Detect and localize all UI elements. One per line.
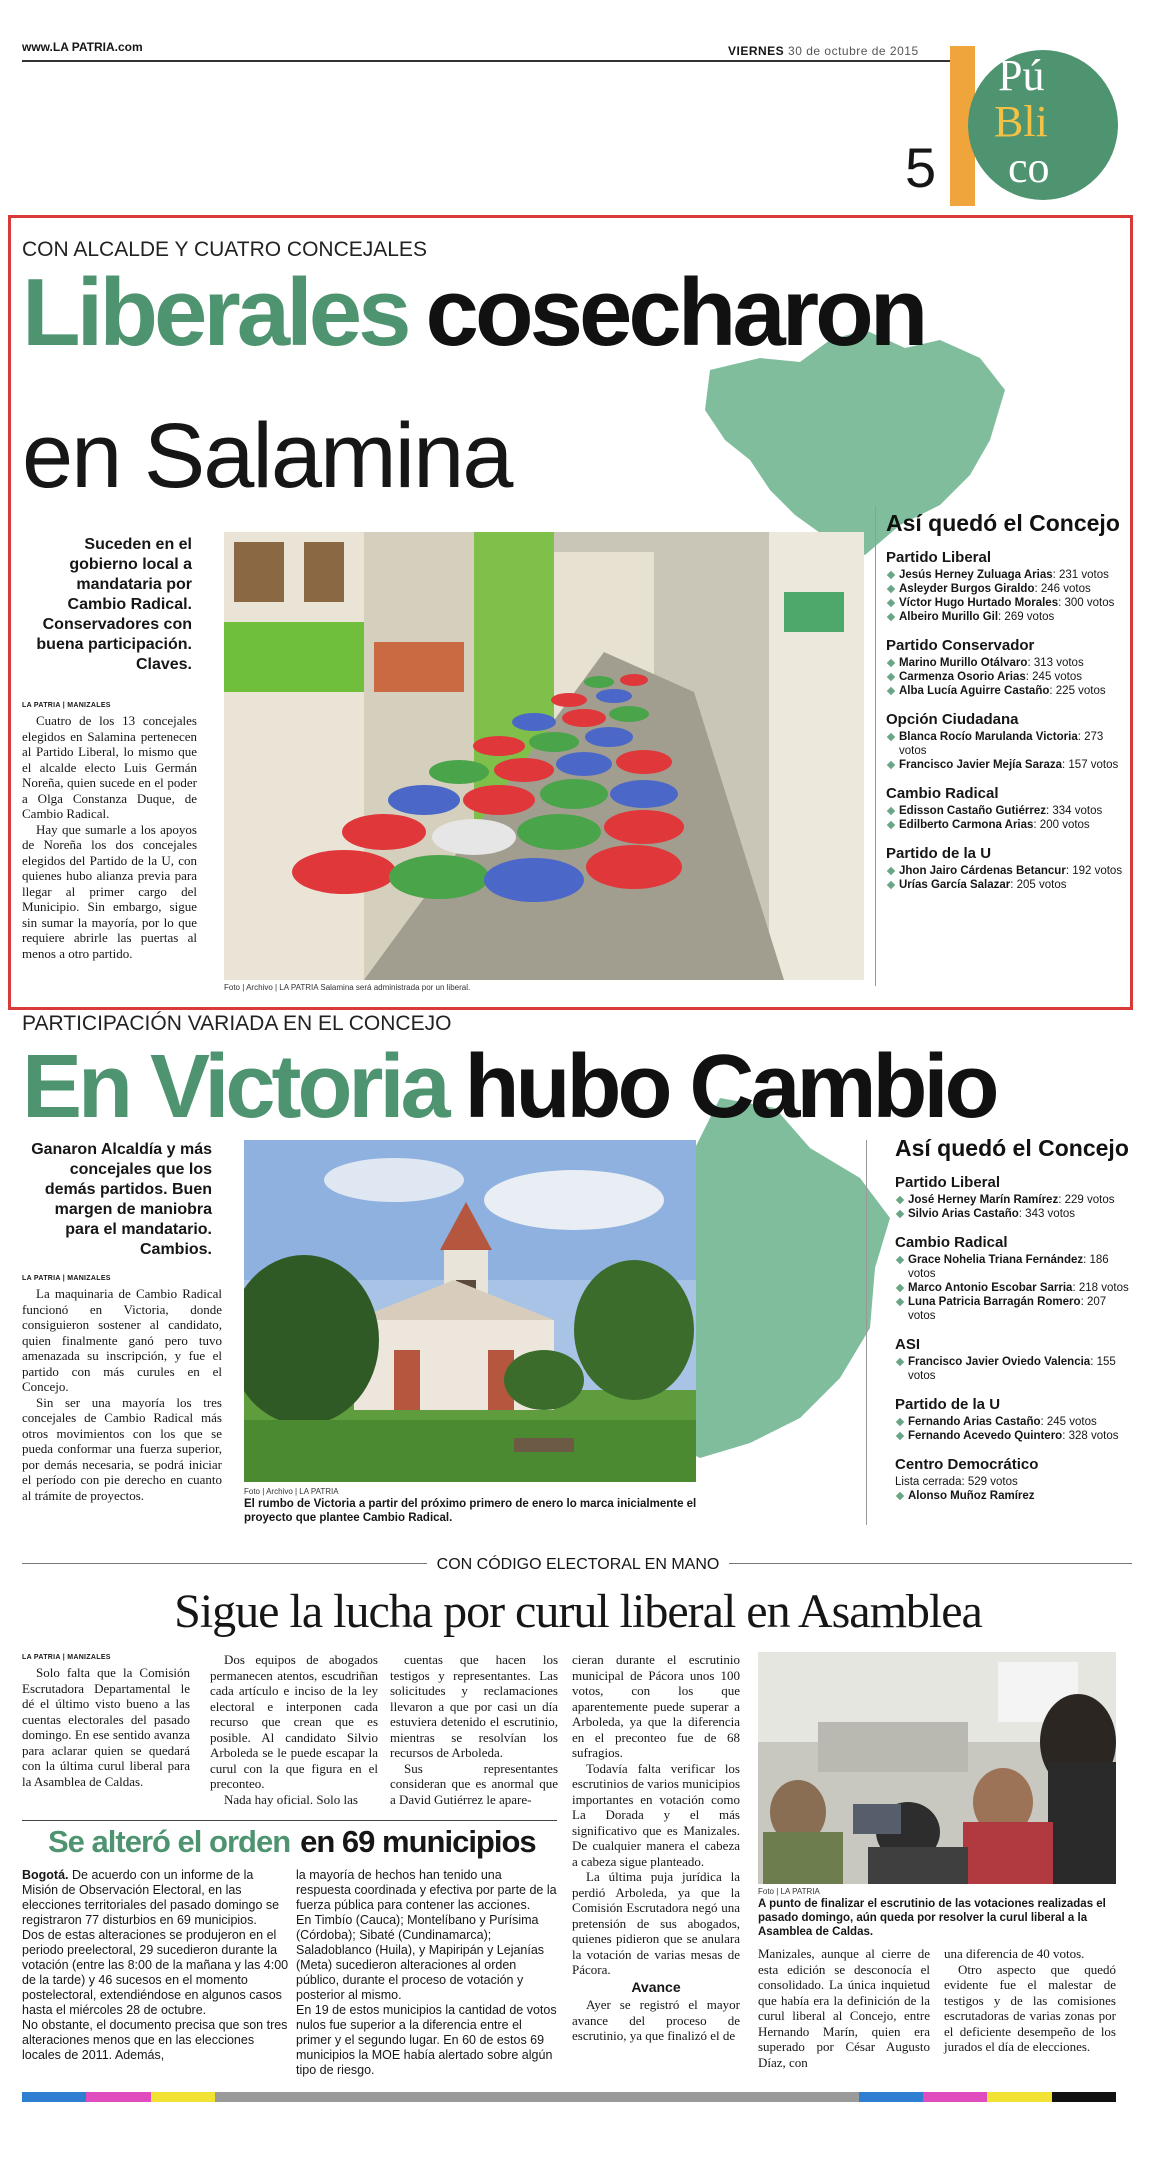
story1-concejo-title: Así quedó el Concejo bbox=[886, 510, 1120, 536]
box-paragraph: No obstante, el documento precisa que son tres alteraciones menos que en las elecciones locales de 2011. Además, bbox=[22, 2018, 288, 2062]
candidate-votes: : 231 votos bbox=[1052, 569, 1109, 581]
story3-paragraph: Manizales, aunque al cierre de esta edición se desconocía el consolidado. La única inquietud que había era la definición de la curul liberal al Concejo, entre Hernando Marín, quien era superado por César Augusto Díaz, con bbox=[758, 1946, 930, 2070]
candidate-entry bbox=[886, 864, 1126, 878]
party-name: Opción Ciudadana bbox=[886, 711, 1019, 728]
candidate-name: Silvio Arias Castaño bbox=[908, 1208, 1019, 1220]
box-headline bbox=[48, 1824, 536, 1860]
story2-dateline: LA PATRIA | MANIZALES bbox=[22, 1275, 111, 1282]
candidate-name: Alba Lucía Aguirre Castaño bbox=[899, 685, 1050, 697]
story2-photo-caption: El rumbo de Victoria a partir del próximo primero de enero lo marca inicialmente el proyecto que plantee Cambio Radical. bbox=[244, 1498, 697, 1524]
story3-col2 bbox=[210, 1652, 378, 1807]
candidate-votes: : 155 votos bbox=[908, 1356, 1116, 1382]
box-headline-green: Se alteró el orden bbox=[48, 1824, 291, 1859]
candidate-entry bbox=[886, 758, 1126, 772]
candidate-votes: : 328 votos bbox=[1062, 1430, 1119, 1442]
section-letters-3: co bbox=[1008, 143, 1050, 192]
story3-paragraph: Nada hay oficial. Solo las bbox=[224, 1791, 358, 1807]
candidate-name: Albeiro Murillo Gil bbox=[899, 611, 999, 623]
box-paragraph: En 19 de estos municipios la cantidad de votos nulos fue superior a la diferencia entre el primer y el segundo lugar. En 60 de estos 69 municipios la MOE había alertado sobre algún tipo de riesgo. bbox=[296, 2003, 557, 2077]
candidate-entry bbox=[886, 878, 1126, 892]
candidate-votes: : 245 votos bbox=[1040, 1416, 1097, 1428]
header-rule bbox=[22, 60, 952, 62]
candidate-entry bbox=[895, 1193, 1135, 1207]
story3-paragraph: Otro aspecto que quedó evidente fue el malestar de testigos y de las comisiones escrutadoras de varias zonas por el deficiente desempeño de los jurados el día de elecciones. bbox=[944, 1961, 1116, 2054]
story2-paragraph: La maquinaria de Cambio Radical funcionó en Victoria, donde consiguieron sostener al candidato, quien finalmente ganó pero tuvo amenazada su inscripción, y fue el partido con más curules en el Concejo. bbox=[22, 1286, 222, 1394]
story3-paragraph: Sus representantes consideran que es anormal que a David Gutiérrez le apare- bbox=[390, 1760, 558, 1807]
story1-photo-caption bbox=[224, 983, 470, 992]
story1-dateline: LA PATRIA | MANIZALES bbox=[22, 702, 111, 709]
story2-body bbox=[22, 1275, 222, 1503]
story3-paragraph: cieran durante el escrutinio municipal de Pácora unos 100 votos, con los que aparentemente puede superar a Arboleda, ya que la diferencia en el preconteo fue de 68 sufragios. bbox=[572, 1652, 740, 1760]
candidate-name: Edilberto Carmona Arias bbox=[899, 819, 1034, 831]
story3-col6 bbox=[944, 1946, 1116, 2055]
story3-col3 bbox=[390, 1652, 558, 1807]
candidate-entry bbox=[886, 656, 1126, 670]
candidate-entry bbox=[895, 1489, 1135, 1503]
candidate-name: Luna Patricia Barragán Romero bbox=[908, 1296, 1081, 1308]
story1-kicker: CON ALCALDE Y CUATRO CONCEJALES bbox=[22, 238, 427, 261]
candidate-votes: : 205 votos bbox=[1010, 879, 1067, 891]
section-letters-2: Bli bbox=[994, 97, 1048, 146]
candidate-votes: : 246 votos bbox=[1034, 583, 1091, 595]
story1-photo-caption-text: Salamina será administrada por un liberal. bbox=[320, 983, 471, 992]
candidate-entry bbox=[895, 1415, 1135, 1429]
story2-kicker: PARTICIPACIÓN VARIADA EN EL CONCEJO bbox=[22, 1012, 452, 1035]
candidate-entry bbox=[886, 818, 1126, 832]
box-paragraph: En Timbío (Cauca); Montelíbano y Purísima (Córdoba); Sibaté (Cundinamarca); Saladoblanco (Huila), y Mapiripán y Lejanías (Meta) sucedieron alteraciones al orden público, durante el proceso de votación y posterior al mismo. bbox=[296, 1913, 545, 2002]
story2-headline bbox=[22, 1037, 996, 1137]
story1-photo-credit: Foto | Archivo | LA PATRIA bbox=[224, 983, 319, 992]
candidate-name: José Herney Marín Ramírez bbox=[908, 1194, 1059, 1206]
candidate-name: Francisco Javier Oviedo Valencia bbox=[908, 1356, 1091, 1368]
box-paragraph: Dos de estas alteraciones se produjeron en el periodo preelectoral, 29 sucedieron durante la votación (entre las 8:00 de la mañana y las 4:00 de la tarde) y 46 sucesos en el momento postelectoral, extendiéndose en algunos casos hasta el miércoles 28 de octubre. bbox=[22, 1928, 289, 2017]
candidate-votes: : 245 votos bbox=[1025, 671, 1083, 683]
candidate-name: Carmenza Osorio Arias bbox=[899, 671, 1026, 683]
box-paragraph: la mayoría de hechos han tenido una respuesta coordinada y efectiva por parte de la fuerza pública para contener las acciones. bbox=[296, 1868, 557, 1912]
candidate-entry bbox=[886, 670, 1126, 684]
candidate-name: Alonso Muñoz Ramírez bbox=[908, 1490, 1035, 1502]
story1-body bbox=[22, 702, 197, 961]
party-name: Partido Liberal bbox=[886, 549, 992, 566]
story1-headline-line2: en Salamina bbox=[22, 405, 512, 507]
story1-paragraph: Cuatro de los 13 concejales elegidos en Salamina pertenecen al Partido Liberal, lo mismo que el alcalde electo Luis Germán Noreña, quien sucede en el poder a Olga Constanza Duque, de Cambio Radical. bbox=[22, 713, 197, 821]
candidate-votes: : 273 votos bbox=[899, 731, 1104, 757]
candidate-votes: : 313 votos bbox=[1027, 657, 1084, 669]
story2-sidebar-rule bbox=[866, 1140, 867, 1525]
story3-photo-caption: A punto de finalizar el escrutinio de las votaciones realizadas el pasado domingo, aún queda por resolver la curul liberal a la Asamblea de Caldas. bbox=[758, 1898, 1106, 1938]
candidate-entry bbox=[886, 610, 1126, 624]
candidate-name: Jesús Herney Zuluaga Arias bbox=[899, 569, 1053, 581]
candidate-name: Marino Murillo Otálvaro bbox=[899, 657, 1028, 669]
box-col1 bbox=[22, 1868, 292, 2063]
candidate-votes: : 157 votos bbox=[1062, 759, 1119, 771]
candidate-name: Francisco Javier Mejía Saraza bbox=[899, 759, 1063, 771]
party-name: Partido Conservador bbox=[886, 637, 1035, 654]
party-list-votes: Lista cerrada: 529 votos bbox=[895, 1476, 1018, 1488]
party-name: Cambio Radical bbox=[895, 1234, 1008, 1251]
date-rest: 30 de octubre de 2015 bbox=[788, 44, 919, 58]
candidate-entry bbox=[895, 1295, 1135, 1323]
story3-kicker: CON CÓDIGO ELECTORAL EN MANO bbox=[427, 1556, 730, 1573]
candidate-entry bbox=[886, 684, 1126, 698]
party-name: Partido de la U bbox=[886, 845, 992, 862]
site-url: www.LA PATRIA.com bbox=[22, 40, 143, 54]
candidate-name: Jhon Jairo Cárdenas Betancur bbox=[899, 865, 1066, 877]
party-name: ASI bbox=[895, 1336, 921, 1353]
candidate-name: Grace Nohelia Triana Fernández bbox=[908, 1254, 1084, 1266]
story3-paragraph: Todavía falta verificar los escrutinios de varios municipios importantes en votación como La Dorada y el más significativo que es Manizales. De cualquier manera el cabeza a cabeza sigue planteado. bbox=[572, 1760, 740, 1869]
story2-concejo-title: Así quedó el Concejo bbox=[895, 1135, 1129, 1161]
candidate-name: Asleyder Burgos Giraldo bbox=[899, 583, 1035, 595]
party-name: Cambio Radical bbox=[886, 785, 999, 802]
candidate-votes: : 186 votos bbox=[908, 1254, 1109, 1280]
story3-paragraph: Ayer se registró el mayor avance del proceso de escrutinio, ya que finalizó el de bbox=[572, 1997, 740, 2043]
party-name: Partido de la U bbox=[895, 1396, 1001, 1413]
candidate-entry bbox=[886, 730, 1126, 758]
story3-col4 bbox=[572, 1652, 740, 2044]
candidate-entry bbox=[886, 804, 1126, 818]
candidate-entry bbox=[895, 1429, 1135, 1443]
candidate-votes: : 334 votos bbox=[1045, 805, 1103, 817]
story2-deck: Ganaron Alcaldía y más concejales que los demás partidos. Buen margen de maniobra para el mandatario. Cambios. bbox=[31, 1141, 212, 1258]
story3-photo-credit: Foto | LA PATRIA bbox=[758, 1887, 820, 1896]
story1-headline-green: Liberales bbox=[22, 259, 408, 366]
story1-sidebar-rule bbox=[875, 506, 876, 986]
party-name: Centro Democrático bbox=[895, 1456, 1039, 1473]
candidate-votes: : 207 votos bbox=[908, 1296, 1107, 1322]
party-name: Partido Liberal bbox=[895, 1174, 1001, 1191]
story3-dateline: LA PATRIA | MANIZALES bbox=[22, 1654, 111, 1661]
candidate-votes: : 225 votos bbox=[1049, 685, 1106, 697]
story2-concejo bbox=[895, 1135, 1135, 1503]
story2-headline-green: En Victoria bbox=[22, 1037, 447, 1137]
story3-paragraph: Dos equipos de abogados permanecen atentos, escudriñan cada artículo e inciso de la ley electoral e interponen cada recurso que crean que es posible. Al candidato Silvio Arboleda se le puede escapar la curul con la que figura en el preconteo. bbox=[210, 1652, 378, 1791]
story1-deck: Suceden en el gobierno local a mandataria por Cambio Radical. Conservadores con buena participación. Claves. bbox=[36, 536, 192, 673]
candidate-name: Marco Antonio Escobar Sarria bbox=[908, 1282, 1073, 1294]
candidate-votes: : 200 votos bbox=[1033, 819, 1090, 831]
candidate-name: Fernando Acevedo Quintero bbox=[908, 1430, 1063, 1442]
candidate-entry bbox=[895, 1253, 1135, 1281]
candidate-votes: : 192 votos bbox=[1065, 865, 1123, 877]
candidate-votes: : 269 votos bbox=[998, 611, 1055, 623]
candidate-entry bbox=[895, 1355, 1135, 1383]
candidate-votes: : 218 votos bbox=[1072, 1282, 1129, 1294]
box-lead-place: Bogotá. bbox=[22, 1868, 69, 1882]
section-logo bbox=[968, 50, 1118, 200]
candidate-entry bbox=[895, 1207, 1135, 1221]
box-paragraph: De acuerdo con un informe de la Misión de Observación Electoral, en las elecciones territoriales del pasado domingo se registraron 77 disturbios en 69 municipios. bbox=[22, 1868, 280, 1927]
candidate-votes: : 343 votos bbox=[1018, 1208, 1076, 1220]
story2-photo-credit: Foto | Archivo | LA PATRIA bbox=[244, 1487, 339, 1496]
story3-subhead: Avance bbox=[631, 1978, 681, 1995]
story1-paragraph: Hay que sumarle a los apoyos de Noreña los dos concejales elegidos del Partido de la U, con quienes hubo alianza previa para llegar al primer cargo del Municipio. Sin embargo, sigue sin sumar la mayoría, por lo que requiere abrirle las puertas al menos a otro partido. bbox=[22, 821, 197, 961]
story3-paragraph: Solo falta que la Comisión Escrutadora Departamental le dé el último visto bueno a las cuentas electorales del pasado domingo. En ese sentido avanza para aclarar quien se quedará con la última curul liberal para la Asamblea de Caldas. bbox=[22, 1665, 190, 1789]
story3-kicker-wrap bbox=[0, 1556, 1156, 1574]
candidate-name: Fernando Arias Castaño bbox=[908, 1416, 1041, 1428]
scrutiny-photo bbox=[758, 1652, 1116, 1884]
victoria-church-photo bbox=[244, 1140, 696, 1482]
candidate-name: Víctor Hugo Hurtado Morales bbox=[899, 597, 1059, 609]
section-letters-1: Pú bbox=[998, 51, 1045, 100]
page-number: 5 bbox=[905, 136, 937, 199]
date-day: VIERNES bbox=[728, 44, 785, 58]
story3-col5 bbox=[758, 1946, 930, 2070]
salamina-street-photo bbox=[224, 532, 864, 980]
candidate-entry bbox=[886, 596, 1126, 610]
box-headline-black: en 69 municipios bbox=[300, 1824, 536, 1859]
candidate-entry bbox=[886, 582, 1126, 596]
story3-paragraph: cuentas que hacen los testigos y representantes. Las solicitudes y reclamaciones llevaron a que por casi un día estuviera detenido el escrutinio, mientras se resolvían los recursos de Arboleda. bbox=[390, 1652, 558, 1760]
story3-headline: Sigue la lucha por curul liberal en Asamblea bbox=[174, 1585, 982, 1638]
candidate-entry bbox=[895, 1281, 1135, 1295]
story2-paragraph: Sin ser una mayoría los tres concejales de Cambio Radical más otros movimientos con los que se pueda conformar una fuerza superior, por demás necesaria, se podrá iniciar el período con pie derecho en cuanto al trámite de proyectos. bbox=[22, 1394, 222, 1503]
candidate-votes: : 300 votos bbox=[1058, 597, 1115, 609]
candidate-name: Urías García Salazar bbox=[899, 879, 1011, 891]
footer-color-strip bbox=[22, 2092, 1116, 2102]
story3-col1 bbox=[22, 1654, 190, 1789]
story3-paragraph: una diferencia de 40 votos. bbox=[944, 1946, 1085, 1961]
candidate-entry bbox=[886, 568, 1126, 582]
candidate-votes: : 229 votos bbox=[1058, 1194, 1115, 1206]
story2-headline-black: hubo Cambio bbox=[464, 1037, 996, 1137]
story1-concejo bbox=[886, 510, 1126, 892]
story1-headline bbox=[22, 259, 925, 366]
candidate-name: Blanca Rocío Marulanda Victoria bbox=[899, 731, 1078, 743]
story1-headline-black: cosecharon bbox=[425, 259, 925, 366]
candidate-name: Edisson Castaño Gutiérrez bbox=[899, 805, 1046, 817]
story3-paragraph: La última puja jurídica la perdió Arboleda, ya que la Comisión Escrutadora negó una pretensión de sus abogados, quienes pidieron que se anulara la votación de varias mesas de Pácora. bbox=[572, 1869, 740, 1977]
page-date bbox=[728, 44, 919, 58]
box-col2 bbox=[296, 1868, 558, 2078]
